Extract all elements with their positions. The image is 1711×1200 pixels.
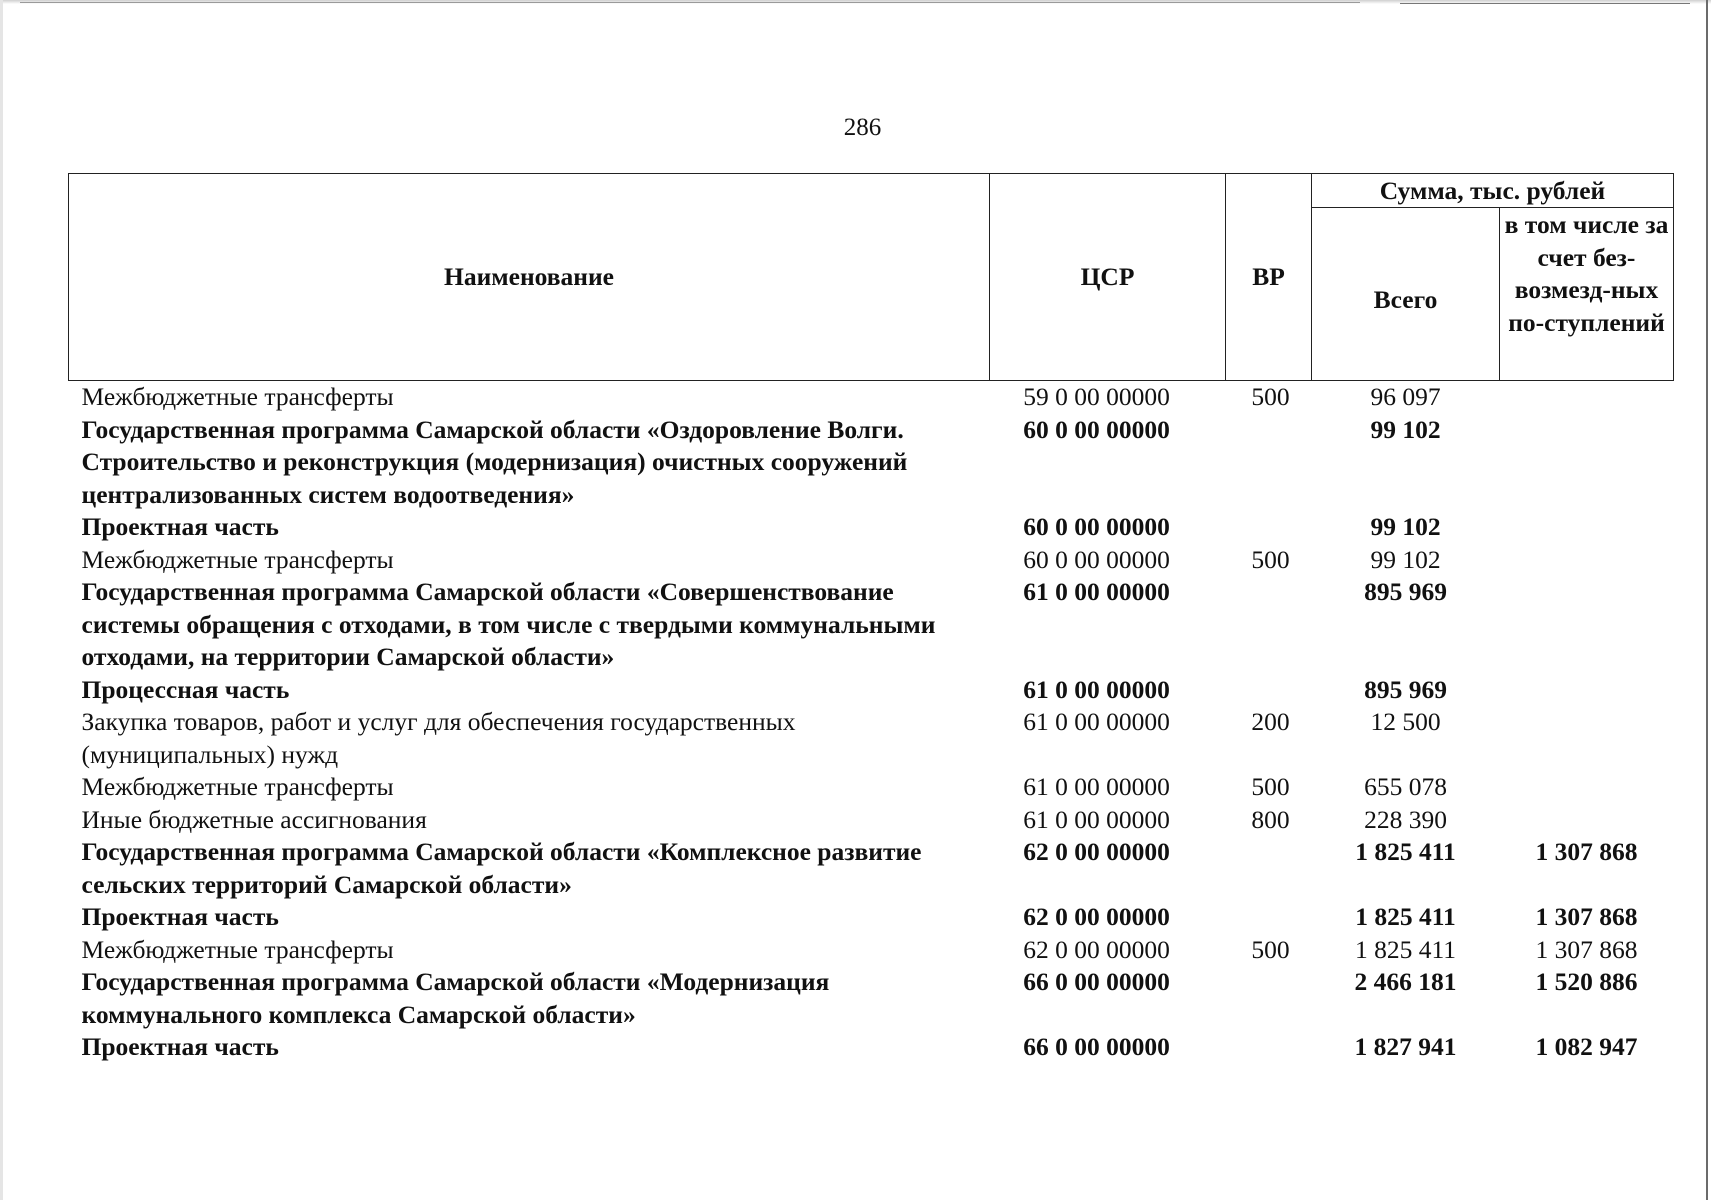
row-total: 1 827 941 — [1354, 1032, 1457, 1061]
row-vr — [1226, 966, 1312, 1031]
row-name: Государственная программа Самарской области «Комплексное развитие сельских территорий Самарской области» — [81, 837, 922, 899]
row-total: 655 078 — [1364, 772, 1447, 801]
row-vr: 500 — [1251, 772, 1290, 801]
row-incl-free — [1500, 414, 1674, 512]
row-total: 895 969 — [1364, 577, 1447, 606]
table-row — [69, 381, 1674, 414]
row-incl-free — [1500, 381, 1674, 414]
header-incl-free: в том числе за счет без-возмезд-ных по-ступлений — [1500, 208, 1674, 381]
row-incl-free: 1 520 886 — [1535, 967, 1638, 996]
row-csr: 59 0 00 00000 — [1023, 382, 1170, 411]
table-row — [69, 1031, 1674, 1064]
row-name: Государственная программа Самарской области «Совершенствование системы обращения с отходами, в том числе с твердыми коммунальными отходами, на территории Самарской области» — [81, 577, 936, 671]
scan-top-rule — [20, 2, 1360, 3]
row-total: 1 825 411 — [1355, 902, 1456, 931]
table-row — [69, 771, 1674, 804]
row-csr: 66 0 00 00000 — [1023, 1032, 1170, 1061]
table-row — [69, 544, 1674, 577]
row-csr: 60 0 00 00000 — [1023, 414, 1170, 444]
scan-top-rule-right — [1400, 3, 1690, 4]
row-total: 895 969 — [1364, 674, 1447, 704]
row-total: 228 390 — [1364, 804, 1447, 834]
row-vr: 500 — [1251, 382, 1290, 411]
row-name: Процессная часть — [81, 674, 290, 704]
row-incl-free — [1500, 804, 1674, 837]
row-vr: 200 — [1251, 707, 1290, 736]
scan-left-edge — [0, 0, 3, 1200]
row-name: Межбюджетные трансферты — [81, 544, 394, 574]
header-total: Всего — [1312, 208, 1500, 381]
row-incl-free — [1500, 544, 1674, 577]
budget-table — [68, 173, 1674, 1064]
row-vr — [1226, 414, 1312, 512]
table-row — [69, 901, 1674, 934]
row-incl-free — [1500, 706, 1674, 771]
scan-right-edge — [1706, 0, 1708, 1200]
row-csr: 60 0 00 00000 — [1023, 544, 1170, 574]
row-name: Государственная программа Самарской области «Модернизация коммунального комплекса Самарской области» — [81, 967, 830, 1029]
row-csr: 62 0 00 00000 — [1023, 902, 1170, 931]
row-csr: 61 0 00 00000 — [1023, 674, 1170, 704]
row-vr — [1226, 901, 1312, 934]
row-name: Проектная часть — [81, 1032, 279, 1061]
row-vr: 800 — [1251, 804, 1290, 834]
row-vr: 500 — [1251, 934, 1290, 964]
table-body — [69, 381, 1674, 1064]
row-vr — [1226, 674, 1312, 707]
table-row — [69, 414, 1674, 512]
row-incl-free: 1 307 868 — [1535, 837, 1638, 866]
row-csr: 62 0 00 00000 — [1023, 837, 1170, 866]
row-total: 96 097 — [1370, 382, 1441, 411]
row-name: Межбюджетные трансферты — [81, 934, 394, 964]
row-vr: 500 — [1251, 544, 1290, 574]
row-vr — [1226, 1031, 1312, 1064]
row-total: 2 466 181 — [1354, 967, 1457, 996]
header-sum-group: Сумма, тыс. рублей — [1312, 174, 1674, 208]
table-row — [69, 966, 1674, 1031]
table-row — [69, 804, 1674, 837]
row-csr: 62 0 00 00000 — [1023, 934, 1170, 964]
row-name: Иные бюджетные ассигнования — [81, 804, 427, 834]
row-vr — [1226, 836, 1312, 901]
table-header — [69, 174, 1674, 381]
row-total: 1 825 411 — [1354, 934, 1457, 964]
table-row — [69, 934, 1674, 967]
header-csr: ЦСР — [990, 174, 1226, 381]
row-csr: 61 0 00 00000 — [1023, 804, 1170, 834]
row-total: 99 102 — [1370, 414, 1441, 444]
row-name: Государственная программа Самарской области «Оздоровление Волги. Строительство и реконструкция (модернизация) очистных сооружений централизованных систем водоотведения» — [81, 414, 908, 509]
table-row — [69, 836, 1674, 901]
row-vr — [1226, 511, 1312, 544]
row-incl-free: 1 307 868 — [1535, 902, 1638, 931]
row-name: Проектная часть — [81, 902, 279, 931]
row-total: 1 825 411 — [1355, 837, 1456, 866]
row-name: Проектная часть — [81, 512, 279, 541]
row-incl-free — [1500, 674, 1674, 707]
row-incl-free — [1500, 771, 1674, 804]
row-csr: 61 0 00 00000 — [1023, 577, 1170, 606]
row-name: Межбюджетные трансферты — [81, 382, 394, 411]
page-number: 286 — [843, 114, 882, 141]
row-incl-free: 1 307 868 — [1535, 934, 1638, 964]
header-vr: ВР — [1226, 174, 1312, 381]
table-row — [69, 706, 1674, 771]
table-row — [69, 576, 1674, 674]
row-incl-free — [1500, 511, 1674, 544]
header-name: Наименование — [69, 174, 990, 381]
row-total: 12 500 — [1370, 707, 1441, 736]
row-total: 99 102 — [1370, 512, 1441, 541]
row-incl-free: 1 082 947 — [1535, 1032, 1638, 1061]
row-csr: 61 0 00 00000 — [1023, 772, 1170, 801]
row-vr — [1226, 576, 1312, 674]
row-csr: 66 0 00 00000 — [1023, 967, 1170, 996]
table-row — [69, 674, 1674, 707]
row-incl-free — [1500, 576, 1674, 674]
row-total: 99 102 — [1370, 544, 1441, 574]
row-name: Закупка товаров, работ и услуг для обеспечения государственных (муниципальных) нужд — [81, 707, 796, 769]
table-row — [69, 511, 1674, 544]
row-csr: 60 0 00 00000 — [1023, 512, 1170, 541]
row-name: Межбюджетные трансферты — [81, 772, 394, 801]
row-csr: 61 0 00 00000 — [1023, 707, 1170, 736]
